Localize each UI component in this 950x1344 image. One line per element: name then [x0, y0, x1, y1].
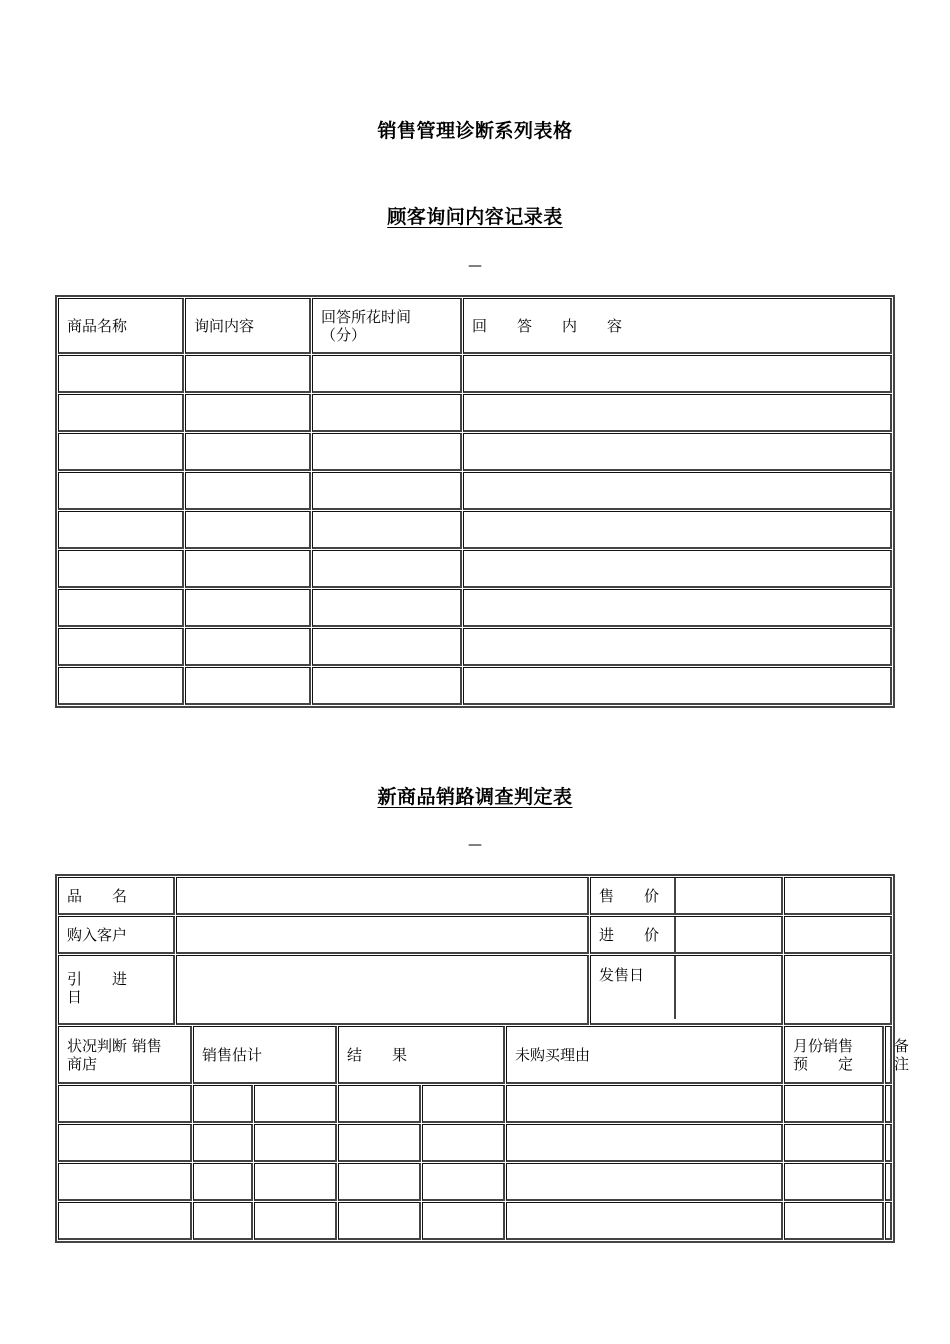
table-row: [58, 394, 892, 432]
header-inquiry-content: 询问内容: [185, 298, 311, 354]
table-cell[interactable]: [58, 1124, 192, 1162]
table-cell[interactable]: [58, 511, 184, 549]
sale-price-split: [591, 878, 781, 913]
table-row: [58, 1085, 892, 1123]
sale-price-value[interactable]: [675, 878, 781, 913]
table-cell[interactable]: [58, 1163, 192, 1201]
table-cell[interactable]: [463, 394, 892, 432]
table-cell[interactable]: [463, 589, 892, 627]
table-cell[interactable]: [185, 550, 311, 588]
table-row: [58, 589, 892, 627]
header-answer-content: 回 答 内 容: [463, 298, 892, 354]
table-row: [58, 355, 892, 393]
table2-title: 新商品销路调查判定表: [377, 786, 573, 808]
monthly-sales-line1: 月份销售: [793, 1036, 854, 1055]
table-row: [58, 1202, 892, 1240]
table-cell[interactable]: [58, 472, 184, 510]
table-cell[interactable]: [185, 355, 311, 393]
sale-price-value-extra[interactable]: [784, 877, 892, 915]
table-cell[interactable]: [193, 1085, 253, 1123]
product-name-value[interactable]: [176, 877, 589, 915]
table-cell[interactable]: [193, 1124, 253, 1162]
table-header-row: [58, 298, 892, 354]
table-cell[interactable]: [58, 1085, 192, 1123]
header-product-name: 商品名称: [58, 298, 184, 354]
table-cell[interactable]: [463, 355, 892, 393]
table-cell[interactable]: [185, 667, 311, 705]
table-cell[interactable]: [463, 433, 892, 471]
header-answer-time: [312, 298, 462, 354]
table-cell[interactable]: [422, 1124, 505, 1162]
table-cell[interactable]: [312, 472, 462, 510]
table-cell[interactable]: [312, 433, 462, 471]
table-cell[interactable]: [254, 1085, 337, 1123]
sale-price-cell: [590, 877, 783, 915]
table-cell[interactable]: [185, 589, 311, 627]
table1-title: 顾客询问内容记录表: [387, 206, 563, 228]
table-cell[interactable]: [885, 1085, 892, 1123]
table-row: [58, 1124, 892, 1162]
release-date-value-extra[interactable]: [784, 955, 892, 1025]
table-cell[interactable]: [784, 1085, 884, 1123]
table-cell[interactable]: [338, 1202, 421, 1240]
monthly-sales-line2: 预 定: [793, 1054, 854, 1073]
table-row: [58, 667, 892, 705]
table-cell[interactable]: [422, 1085, 505, 1123]
table-row: [58, 550, 892, 588]
table-cell[interactable]: [312, 628, 462, 666]
table-cell[interactable]: [506, 1202, 783, 1240]
product-name-label: 品 名: [58, 877, 175, 915]
table1-dash: —: [468, 258, 482, 274]
table-cell[interactable]: [185, 628, 311, 666]
table-cell[interactable]: [312, 355, 462, 393]
table-row: [58, 511, 892, 549]
table-row: [58, 1163, 892, 1201]
table-cell[interactable]: [58, 1202, 192, 1240]
table-cell[interactable]: [506, 1085, 783, 1123]
header-answer-time-line2: （分）: [321, 325, 367, 344]
table-cell[interactable]: [312, 550, 462, 588]
table-cell[interactable]: [58, 628, 184, 666]
sales-estimate-header: 销售估计: [193, 1026, 337, 1084]
purchase-price-split: [591, 917, 781, 952]
purchase-price-value-extra[interactable]: [784, 916, 892, 954]
no-buy-reason-header: 未购买理由: [506, 1026, 783, 1084]
table-cell[interactable]: [885, 1124, 892, 1162]
table-row: [58, 472, 892, 510]
table-cell[interactable]: [58, 550, 184, 588]
table-cell[interactable]: [506, 1163, 783, 1201]
remarks-header: 备 注: [885, 1026, 892, 1084]
result-header: 结 果: [338, 1026, 505, 1084]
table-cell[interactable]: [784, 1163, 884, 1201]
table-row: [58, 433, 892, 471]
table-cell[interactable]: [463, 472, 892, 510]
document-title: 销售管理诊断系列表格: [377, 120, 573, 142]
table-cell[interactable]: [58, 394, 184, 432]
status-store-line2: 商店: [67, 1054, 98, 1073]
table-cell[interactable]: [254, 1163, 337, 1201]
table-cell[interactable]: [338, 1163, 421, 1201]
intro-date-row: [58, 955, 892, 1025]
table-cell[interactable]: [784, 1124, 884, 1162]
release-date-value[interactable]: [675, 956, 781, 1019]
intro-date-label: [58, 955, 175, 1025]
table-cell[interactable]: [885, 1163, 892, 1201]
table-cell[interactable]: [312, 667, 462, 705]
release-date-split: [591, 956, 781, 1019]
table-cell[interactable]: [338, 1085, 421, 1123]
table-cell[interactable]: [185, 433, 311, 471]
table-cell[interactable]: [185, 472, 311, 510]
intro-date-label-line2: 日: [67, 988, 83, 1006]
purchase-price-cell: [590, 916, 783, 954]
table-cell[interactable]: [463, 511, 892, 549]
header-answer-time-line1: 回答所花时间: [321, 307, 412, 326]
intro-date-label-line1: 引 进: [67, 970, 128, 988]
purchase-price-label: 进 价: [591, 917, 675, 952]
release-date-cell: [590, 955, 783, 1025]
customer-inquiry-table: [55, 295, 895, 708]
new-product-survey-table: [55, 874, 940, 1243]
release-date-label: 发售日: [591, 956, 675, 1019]
table-cell[interactable]: [58, 667, 184, 705]
table2-dash: —: [468, 837, 482, 853]
survey-header-row: [58, 1026, 892, 1084]
product-name-row: [58, 877, 892, 915]
table-cell[interactable]: [463, 628, 892, 666]
table-cell[interactable]: [254, 1202, 337, 1240]
table-cell[interactable]: [193, 1163, 253, 1201]
table-cell[interactable]: [463, 550, 892, 588]
table-cell[interactable]: [312, 394, 462, 432]
table-cell[interactable]: [254, 1124, 337, 1162]
status-store-header: [58, 1026, 192, 1084]
customer-value[interactable]: [176, 916, 589, 954]
table-cell[interactable]: [312, 589, 462, 627]
customer-row: [58, 916, 892, 954]
purchase-price-value[interactable]: [675, 917, 781, 952]
table-cell[interactable]: [506, 1124, 783, 1162]
table-cell[interactable]: [463, 667, 892, 705]
table-cell[interactable]: [58, 433, 184, 471]
table-cell[interactable]: [885, 1202, 892, 1240]
table-cell[interactable]: [193, 1202, 253, 1240]
table-cell[interactable]: [422, 1202, 505, 1240]
table-cell[interactable]: [312, 511, 462, 549]
table-cell[interactable]: [185, 394, 311, 432]
customer-label: 购入客户: [58, 916, 175, 954]
table2-body: [58, 1085, 892, 1240]
table-row: [58, 628, 892, 666]
table-cell[interactable]: [422, 1163, 505, 1201]
table1-body: [58, 355, 892, 705]
table-cell[interactable]: [784, 1202, 884, 1240]
table-cell[interactable]: [185, 511, 311, 549]
status-store-line1: 状况判断 销售: [67, 1036, 162, 1055]
table-cell[interactable]: [338, 1124, 421, 1162]
table-cell[interactable]: [58, 355, 184, 393]
sale-price-label: 售 价: [591, 878, 675, 913]
intro-date-value[interactable]: [176, 955, 589, 1025]
monthly-sales-plan-header: [784, 1026, 884, 1084]
table-cell[interactable]: [58, 589, 184, 627]
